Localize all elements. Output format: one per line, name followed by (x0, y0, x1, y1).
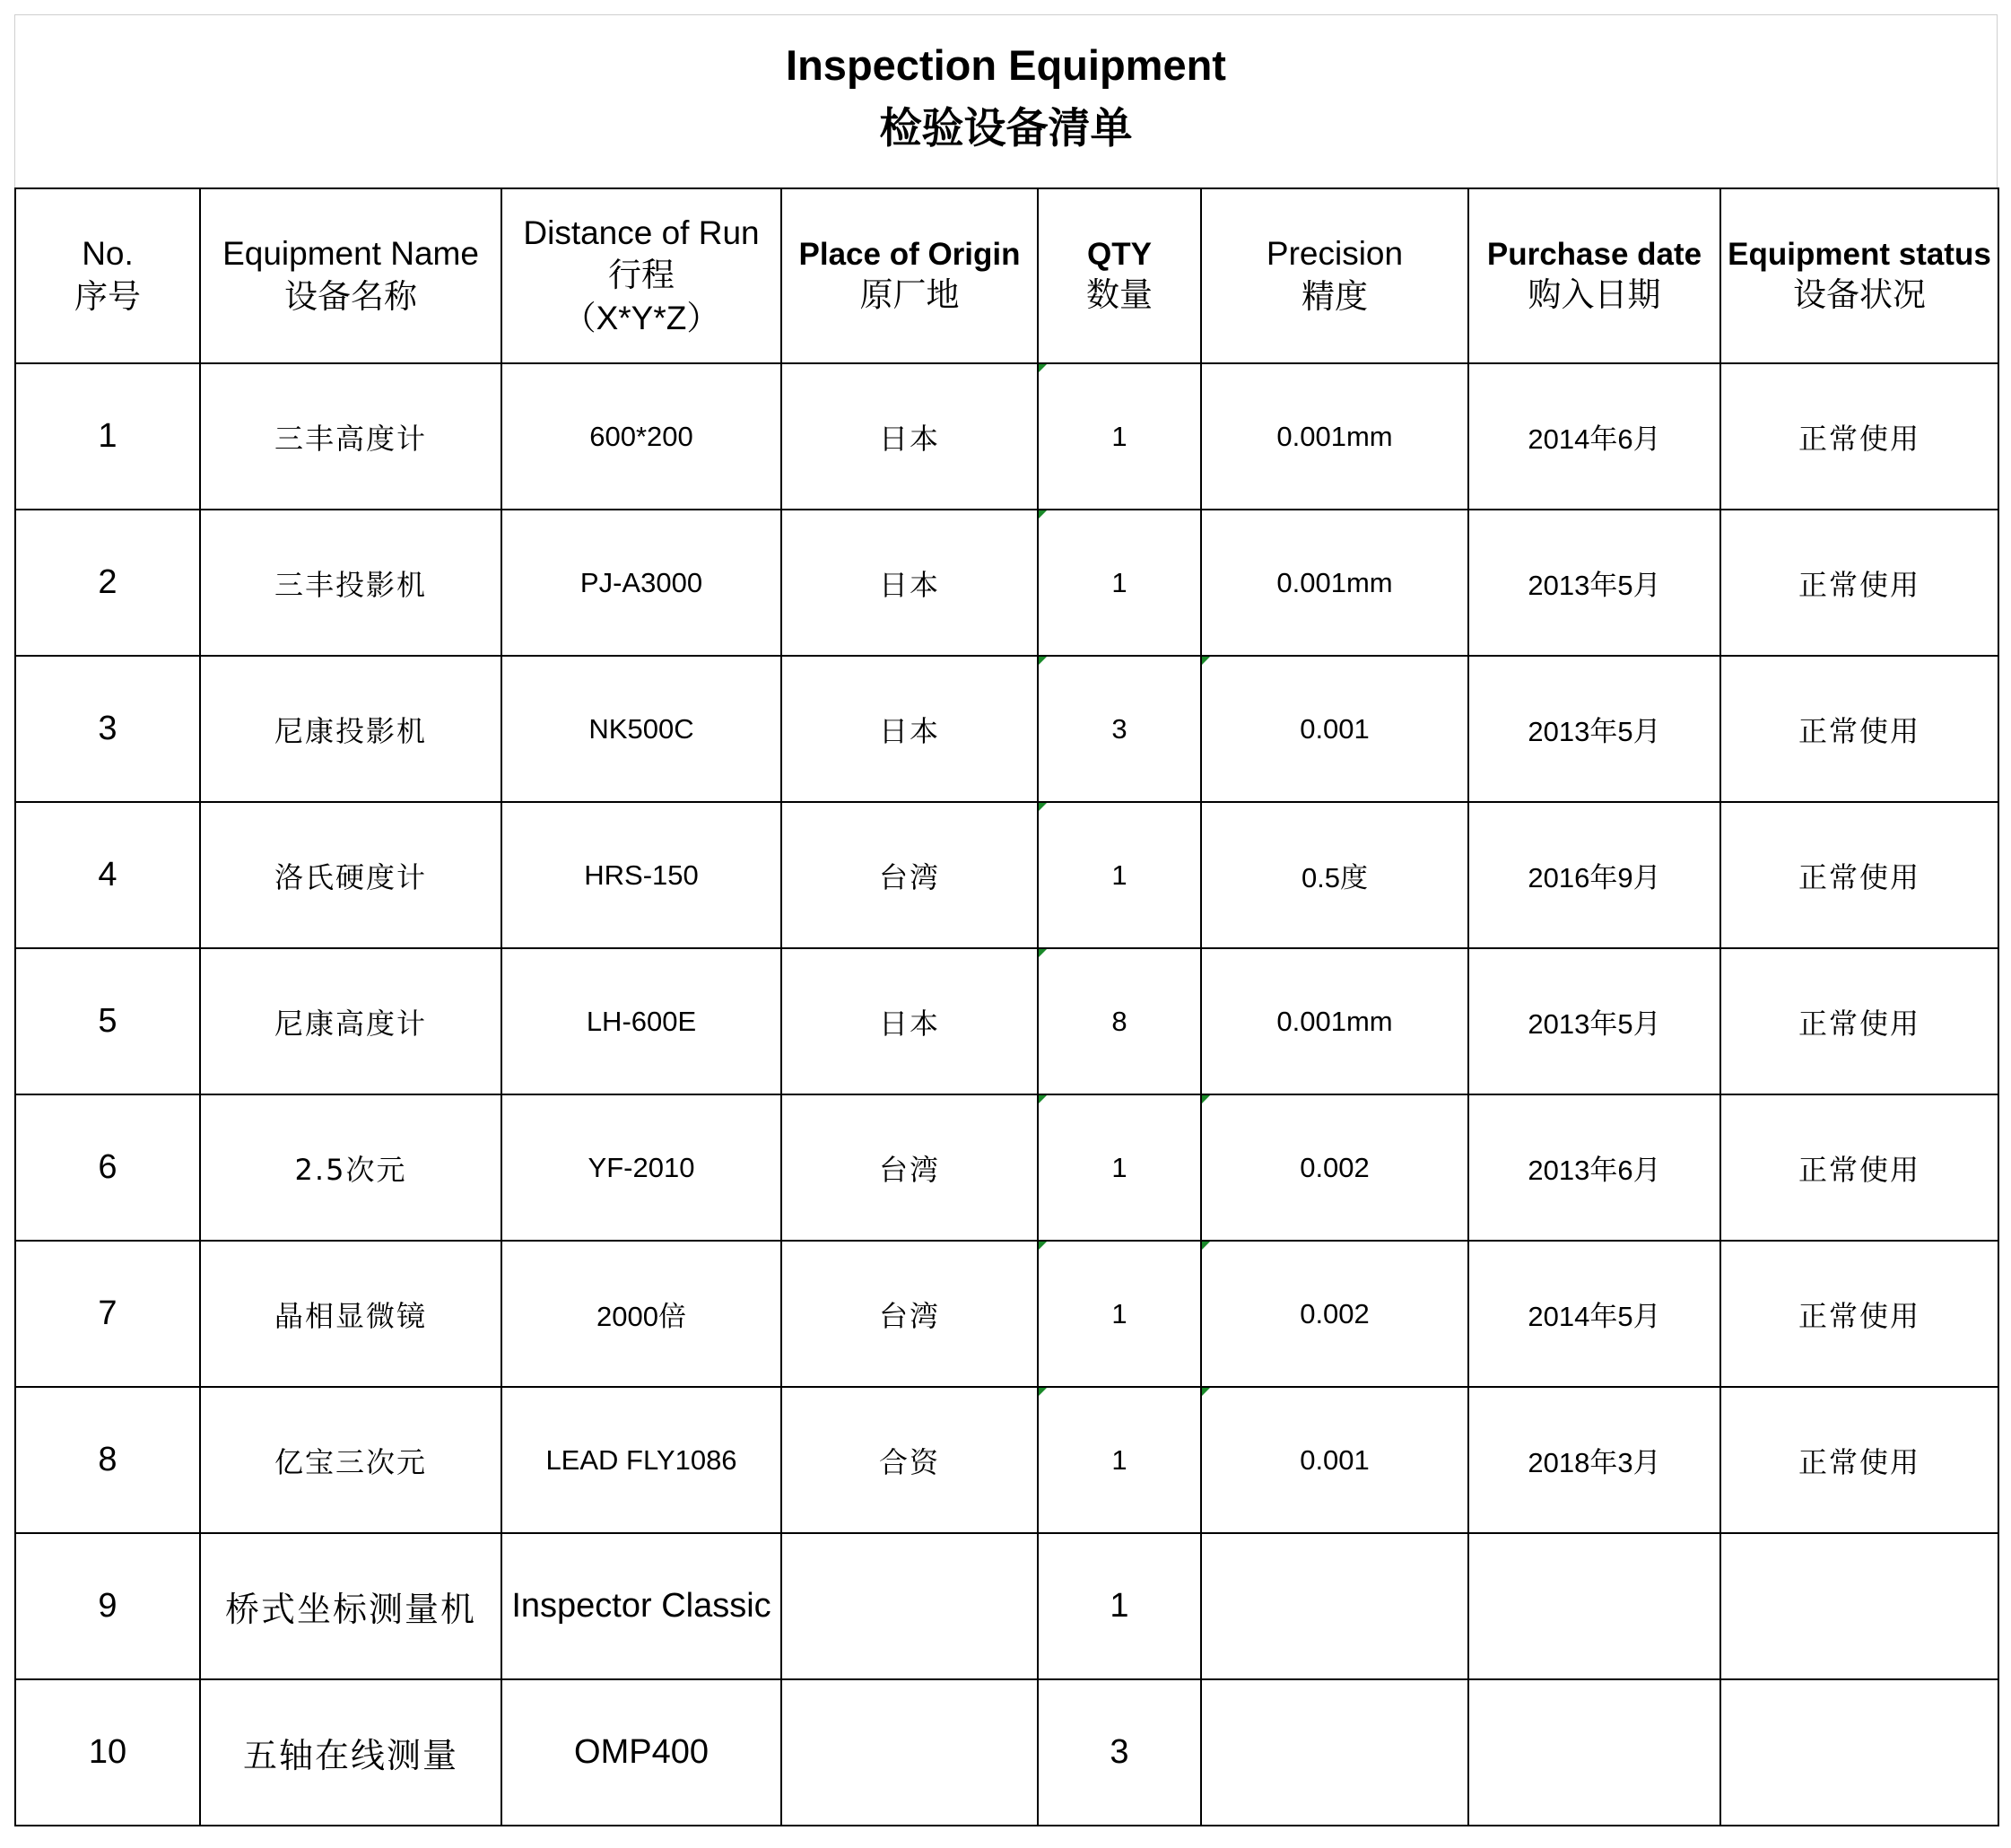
cell-origin: 日本 (781, 363, 1038, 510)
cell-date: 2016年9月 (1468, 802, 1720, 948)
cell-qty (1038, 1241, 1201, 1387)
cell-run: LEAD FLY1086 (501, 1387, 781, 1533)
cell-flag-marker (1202, 1242, 1210, 1250)
equipment-sheet (14, 14, 1998, 1833)
cell-no: 10 (15, 1679, 200, 1826)
cell-date: 2013年5月 (1468, 656, 1720, 802)
cell-run: YF-2010 (501, 1094, 781, 1241)
cell-qty (1038, 363, 1201, 510)
cell-qty: 3 (1038, 1679, 1201, 1826)
cell-no: 9 (15, 1533, 200, 1679)
cell-flag-marker (1039, 510, 1047, 519)
cell-origin (781, 1533, 1038, 1679)
header-label-en: Purchase date (1486, 236, 1702, 272)
cell-qty (1038, 510, 1201, 656)
cell-no: 8 (15, 1387, 200, 1533)
cell-origin: 合资 (781, 1387, 1038, 1533)
header-label-zh: 原厂地 (859, 275, 960, 315)
table-row (15, 1679, 1998, 1826)
cell-name: 五轴在线测量 (200, 1679, 501, 1826)
cell-precision: 0.001mm (1201, 510, 1468, 656)
cell-no: 3 (15, 656, 200, 802)
cell-qty (1038, 1387, 1201, 1533)
table-row (15, 1241, 1998, 1387)
cell-date: 2013年5月 (1468, 510, 1720, 656)
cell-name: 2.5次元 (200, 1094, 501, 1241)
cell-qty: 1 (1038, 1533, 1201, 1679)
cell-run: 2000倍 (501, 1241, 781, 1387)
header-label-en: Precision (1266, 235, 1404, 273)
table-row (15, 1387, 1998, 1533)
cell-date: 2014年6月 (1468, 363, 1720, 510)
cell-qty-value: 3 (1111, 712, 1127, 745)
cell-status: 正常使用 (1720, 656, 1998, 802)
cell-run: OMP400 (501, 1679, 781, 1826)
cell-run: NK500C (501, 656, 781, 802)
header-no (15, 188, 200, 363)
cell-status: 正常使用 (1720, 363, 1998, 510)
table-row (15, 802, 1998, 948)
cell-status (1720, 1679, 1998, 1826)
cell-flag-marker (1039, 657, 1047, 665)
cell-no: 7 (15, 1241, 200, 1387)
header-label-en: QTY (1087, 236, 1152, 272)
cell-no: 4 (15, 802, 200, 948)
cell-qty (1038, 948, 1201, 1094)
cell-date: 2018年3月 (1468, 1387, 1720, 1533)
cell-precision (1201, 1679, 1468, 1826)
header-label-en: No. (82, 235, 134, 273)
cell-run: Inspector Classic (501, 1533, 781, 1679)
cell-no: 5 (15, 948, 200, 1094)
cell-no: 1 (15, 363, 200, 510)
title-chinese: 检验设备清单 (879, 104, 1133, 152)
cell-origin (781, 1679, 1038, 1826)
header-precision (1201, 188, 1468, 363)
header-label-sub: （X*Y*Z） (562, 299, 720, 336)
cell-precision (1201, 1094, 1468, 1241)
table-row (15, 1533, 1998, 1679)
cell-origin: 日本 (781, 656, 1038, 802)
cell-precision-value: 0.002 (1300, 1151, 1370, 1183)
cell-precision (1201, 1241, 1468, 1387)
table-row (15, 948, 1998, 1094)
cell-qty-value: 1 (1111, 420, 1127, 452)
cell-name: 三丰投影机 (200, 510, 501, 656)
cell-flag-marker (1039, 364, 1047, 372)
cell-run: PJ-A3000 (501, 510, 781, 656)
cell-flag-marker (1202, 657, 1210, 665)
cell-status: 正常使用 (1720, 948, 1998, 1094)
cell-run: HRS-150 (501, 802, 781, 948)
cell-flag-marker (1039, 803, 1047, 811)
cell-no: 6 (15, 1094, 200, 1241)
cell-precision (1201, 656, 1468, 802)
cell-precision-value: 0.001 (1300, 712, 1370, 745)
cell-status (1720, 1533, 1998, 1679)
cell-flag-marker (1039, 1242, 1047, 1250)
cell-precision (1201, 1387, 1468, 1533)
cell-flag-marker (1202, 1388, 1210, 1396)
header-distance-of-run (501, 188, 781, 363)
header-equipment-name (200, 188, 501, 363)
cell-qty (1038, 656, 1201, 802)
header-label-zh: 行程 (608, 256, 675, 295)
header-qty (1038, 188, 1201, 363)
cell-qty-value: 1 (1111, 1297, 1127, 1329)
cell-flag-marker (1039, 1388, 1047, 1396)
cell-origin: 台湾 (781, 1094, 1038, 1241)
cell-precision-value: 0.002 (1300, 1297, 1370, 1329)
cell-qty-value: 1 (1111, 566, 1127, 598)
header-place-of-origin (781, 188, 1038, 363)
header-label-en: Equipment Name (222, 235, 479, 273)
sheet-title-block (14, 14, 1998, 187)
cell-qty-value: 8 (1111, 1005, 1127, 1037)
cell-precision: 0.001mm (1201, 948, 1468, 1094)
cell-flag-marker (1039, 1095, 1047, 1103)
header-purchase-date (1468, 188, 1720, 363)
header-label-en: Distance of Run (523, 214, 760, 252)
header-label-zh: 设备状况 (1793, 275, 1926, 315)
cell-name: 桥式坐标测量机 (200, 1533, 501, 1679)
table-row (15, 656, 1998, 802)
cell-name: 晶相显微镜 (200, 1241, 501, 1387)
table-row (15, 363, 1998, 510)
table-header-row (15, 188, 1998, 363)
cell-precision: 0.5度 (1201, 802, 1468, 948)
cell-date: 2013年5月 (1468, 948, 1720, 1094)
cell-status: 正常使用 (1720, 510, 1998, 656)
cell-date: 2014年5月 (1468, 1241, 1720, 1387)
header-label-en: Equipment status (1728, 236, 1991, 272)
cell-precision-value: 0.001 (1300, 1443, 1370, 1476)
cell-run: 600*200 (501, 363, 781, 510)
header-label-en: Place of Origin (798, 236, 1021, 272)
cell-name: 洛氏硬度计 (200, 802, 501, 948)
header-label-zh: 序号 (74, 276, 141, 316)
header-equipment-status (1720, 188, 1998, 363)
table-row (15, 510, 1998, 656)
cell-origin: 日本 (781, 948, 1038, 1094)
cell-date (1468, 1533, 1720, 1679)
cell-no: 2 (15, 510, 200, 656)
equipment-table (14, 187, 1999, 1826)
cell-qty-value: 1 (1111, 1151, 1127, 1183)
cell-precision: 0.001mm (1201, 363, 1468, 510)
cell-status: 正常使用 (1720, 802, 1998, 948)
cell-flag-marker (1039, 949, 1047, 957)
cell-name: 尼康投影机 (200, 656, 501, 802)
cell-flag-marker (1202, 1095, 1210, 1103)
cell-status: 正常使用 (1720, 1241, 1998, 1387)
cell-date (1468, 1679, 1720, 1826)
title-english: Inspection Equipment (786, 41, 1226, 89)
cell-precision (1201, 1533, 1468, 1679)
cell-run: LH-600E (501, 948, 781, 1094)
header-label-zh: 设备名称 (284, 276, 417, 316)
cell-status: 正常使用 (1720, 1094, 1998, 1241)
cell-name: 尼康高度计 (200, 948, 501, 1094)
cell-origin: 台湾 (781, 802, 1038, 948)
cell-status: 正常使用 (1720, 1387, 1998, 1533)
cell-date: 2013年6月 (1468, 1094, 1720, 1241)
header-label-zh: 购入日期 (1528, 275, 1661, 315)
header-label-zh: 数量 (1086, 275, 1153, 315)
table-row (15, 1094, 1998, 1241)
cell-qty (1038, 802, 1201, 948)
cell-name: 三丰高度计 (200, 363, 501, 510)
header-label-zh: 精度 (1301, 276, 1368, 316)
cell-qty-value: 1 (1111, 859, 1127, 891)
cell-name: 亿宝三次元 (200, 1387, 501, 1533)
cell-origin: 日本 (781, 510, 1038, 656)
cell-qty (1038, 1094, 1201, 1241)
cell-origin: 台湾 (781, 1241, 1038, 1387)
cell-qty-value: 1 (1111, 1443, 1127, 1476)
